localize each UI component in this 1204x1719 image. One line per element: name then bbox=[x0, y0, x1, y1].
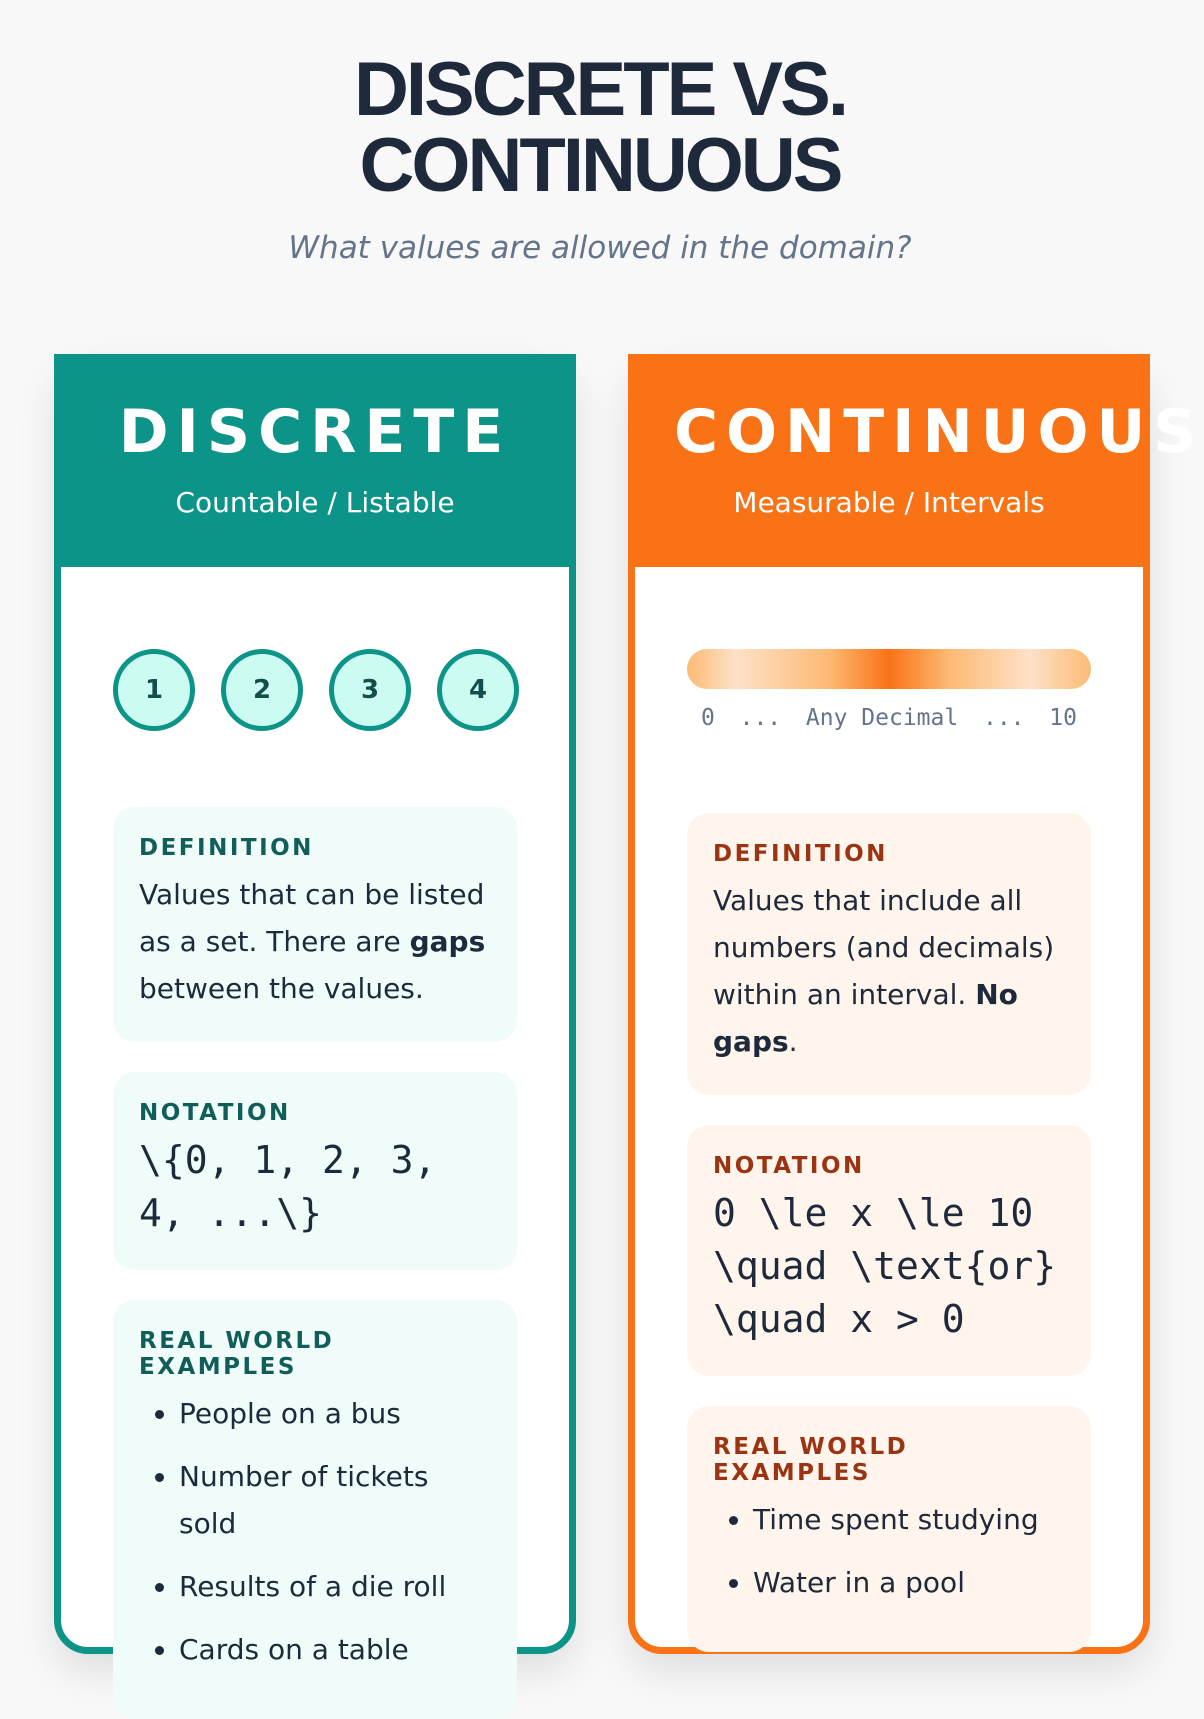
continuous-examples-box bbox=[687, 1406, 1091, 1652]
range-labels bbox=[687, 705, 1091, 731]
notation-label: NOTATION bbox=[713, 1153, 865, 1179]
continuous-card-header bbox=[628, 354, 1204, 567]
continuous-range bbox=[635, 567, 1143, 731]
list-item: • Number of tickets sold bbox=[179, 1453, 491, 1547]
discrete-examples-box bbox=[113, 1300, 517, 1719]
definition-text: Values that can be listed as a set. There are gaps between the values. bbox=[139, 878, 486, 1005]
continuous-card bbox=[628, 354, 1204, 1654]
continuous-title: CONTINUOUS bbox=[674, 397, 1204, 467]
gradient-bar bbox=[687, 649, 1091, 689]
number-circle: 2 bbox=[221, 649, 303, 731]
notation-text: \{0, 1, 2, 3, 4, ...\} bbox=[139, 1138, 460, 1235]
list-item: • Cards on a table bbox=[179, 1626, 491, 1673]
range-middle: Any Decimal bbox=[805, 705, 959, 731]
number-circle: 1 bbox=[113, 649, 195, 731]
list-item: • Results of a die roll bbox=[179, 1563, 491, 1610]
discrete-title: DISCRETE bbox=[118, 397, 512, 467]
discrete-card bbox=[54, 354, 576, 1666]
continuous-definition-box bbox=[687, 813, 1091, 1095]
range-start: 0 bbox=[701, 705, 715, 731]
definition-label: DEFINITION bbox=[139, 835, 314, 861]
page-header bbox=[0, 0, 1200, 266]
examples-label: REAL WORLD EXAMPLES bbox=[139, 1328, 335, 1380]
continuous-subtitle: Measurable / Intervals bbox=[733, 486, 1045, 519]
discrete-definition-box bbox=[113, 807, 517, 1042]
discrete-subtitle: Countable / Listable bbox=[175, 486, 455, 519]
discrete-card-header bbox=[54, 354, 576, 567]
notation-text: 0 \le x \le 10 \quad \text{or} \quad x > 0 bbox=[713, 1191, 1080, 1341]
page-subtitle: What values are allowed in the domain? bbox=[288, 230, 912, 266]
list-item: • Water in a pool bbox=[753, 1559, 1065, 1606]
range-end: 10 bbox=[1049, 705, 1077, 731]
number-circle: 4 bbox=[437, 649, 519, 731]
notation-label: NOTATION bbox=[139, 1100, 291, 1126]
definition-label: DEFINITION bbox=[713, 841, 888, 867]
list-item: • People on a bus bbox=[179, 1390, 491, 1437]
list-item: • Time spent studying bbox=[753, 1496, 1065, 1543]
examples-list bbox=[139, 1390, 491, 1673]
number-circle: 3 bbox=[329, 649, 411, 731]
discrete-number-circles bbox=[61, 567, 569, 727]
range-dots: ... bbox=[739, 705, 782, 731]
range-dots: ... bbox=[982, 705, 1025, 731]
continuous-notation-box bbox=[687, 1125, 1091, 1376]
discrete-notation-box bbox=[113, 1072, 517, 1270]
examples-label: REAL WORLD EXAMPLES bbox=[713, 1434, 909, 1486]
definition-text: Values that include all numbers (and decimals) within an interval. No gaps. bbox=[713, 884, 1055, 1058]
examples-list bbox=[713, 1496, 1065, 1606]
page-title: DISCRETE VS. CONTINUOUS bbox=[354, 47, 846, 208]
